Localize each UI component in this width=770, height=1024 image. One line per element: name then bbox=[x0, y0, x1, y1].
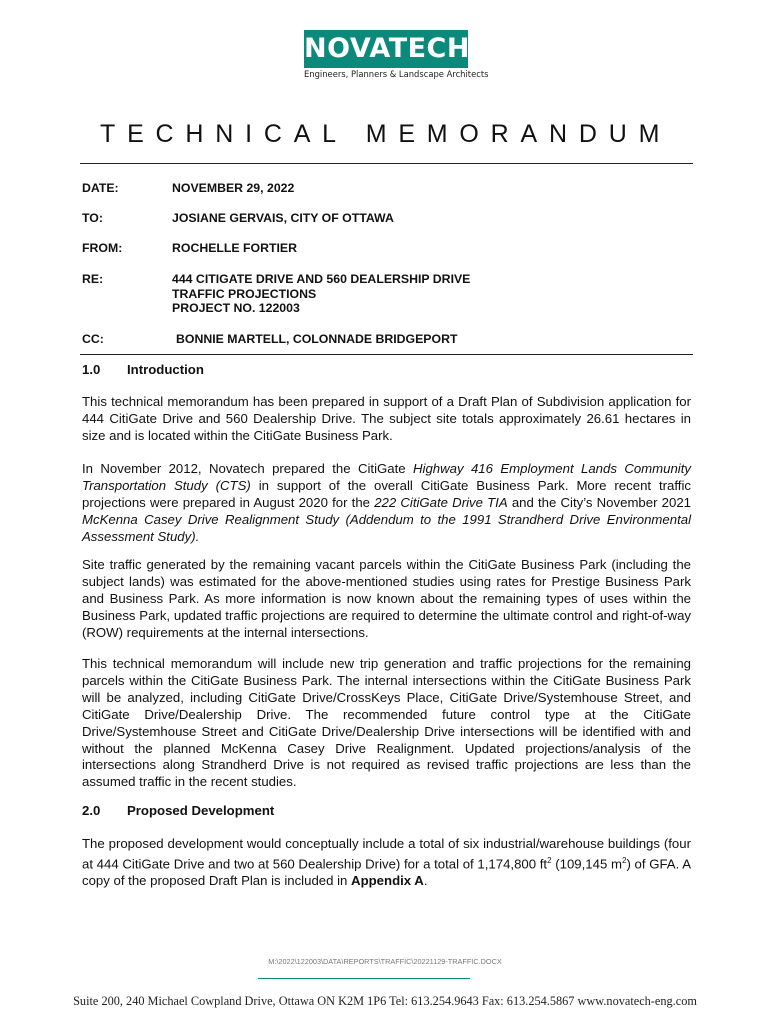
paragraph-3: Site traffic generated by the remaining vacant parcels within the CitiGate Business Park (including the subject lands) was estimated for the above-mentioned studies using rates for Prestige Business Park and Business Park. As more information is now known about the remaining types of uses within the Business Park, updated traffic projections are required to determine the ultimate control and right-of-way (ROW) requirements at the internal intersections. bbox=[82, 557, 691, 640]
re-label: RE: bbox=[82, 272, 104, 286]
file-path: M:\2022\122003\DATA\REPORTS\TRAFFIC\20221129-TRAFFIC.DOCX bbox=[268, 957, 502, 966]
paragraph-5 bbox=[82, 836, 691, 890]
p2-italic-cts: Highway 416 Employment Lands Community Transportation Study (CTS) bbox=[82, 461, 691, 493]
section-title: Introduction bbox=[127, 362, 204, 377]
p2-italic-study: McKenna Casey Drive Realignment Study (Addendum to the 1991 Strandherd Drive Environmental Assessment Study). bbox=[82, 511, 691, 544]
from-label: FROM: bbox=[82, 241, 123, 255]
paragraph-1: This technical memorandum has been prepared in support of a Draft Plan of Subdivision application for 444 CitiGate Drive and 560 Dealership Drive. The subject site totals approximately 26.61 hectares in size and is located within the CitiGate Business Park. bbox=[82, 394, 691, 443]
p5-text-d: . bbox=[423, 873, 428, 889]
document-title: TECHNICAL MEMORANDUM bbox=[100, 120, 672, 148]
logo-tagline: Engineers, Planners & Landscape Architects bbox=[304, 69, 489, 79]
section-number: 2.0 bbox=[82, 803, 101, 818]
from-value: ROCHELLE FORTIER bbox=[172, 241, 298, 255]
p2-text-c: in support of the overall CitiGate Business Park. More recent traffic projections were prepared in August 2020 for the bbox=[82, 477, 691, 510]
p5-superscript: 2 bbox=[621, 855, 627, 865]
footer-address: Suite 200, 240 Michael Cowpland Drive, Ottawa ON K2M 1P6 Tel: 613.254.9643 Fax: 613.254.5867 www.novatech-eng.com bbox=[73, 994, 697, 1008]
date-value: NOVEMBER 29, 2022 bbox=[172, 181, 295, 195]
p5-text-a: The proposed development would conceptually include a total of six industrial/warehouse buildings (four at 444 CitiGate Drive and two at 560 Dealership Drive) for a total of 1,174,800 ft bbox=[82, 836, 691, 872]
p2-text-a: In November 2012, Novatech prepared the CitiGate bbox=[82, 461, 413, 476]
re-line-3: PROJECT NO. 122003 bbox=[172, 301, 300, 315]
p5-text-c: ) of GFA. A copy of the proposed Draft Plan is included in bbox=[82, 856, 692, 889]
re-line-1: 444 CITIGATE DRIVE AND 560 DEALERSHIP DRIVE bbox=[172, 272, 471, 286]
cc-value: BONNIE MARTELL, COLONNADE BRIDGEPORT bbox=[176, 332, 458, 346]
re-value bbox=[172, 272, 692, 316]
to-label: TO: bbox=[82, 211, 103, 225]
re-line-2: TRAFFIC PROJECTIONS bbox=[172, 286, 317, 301]
title-divider bbox=[80, 163, 693, 164]
logo-wordmark: NOVATECH bbox=[304, 30, 468, 68]
section-number: 1.0 bbox=[82, 362, 101, 377]
appendix-reference: Appendix A bbox=[351, 873, 424, 889]
paragraph-2 bbox=[82, 461, 691, 546]
footer-divider bbox=[258, 978, 470, 979]
p5-text-b: (109,145 m bbox=[551, 856, 622, 872]
paragraph-4: This technical memorandum will include new trip generation and traffic projections for the remaining parcels within the CitiGate Business Park. The internal intersections within the CitiGate Business Park will be analyzed, including CitiGate Drive/CrossKeys Place, CitiGate Drive/Systemhouse Street, and CitiGate Drive/Dealership Drive. The recommended future control type at the CitiGate Drive/Systemhouse Street and CitiGate Drive/Dealership Drive intersections will be identified with and without the planned McKenna Casey Drive Realignment. Updated projections/analysis of the intersections along Strandherd Drive is not required as revised traffic projections are less than the assumed traffic in the recent studies. bbox=[82, 656, 691, 790]
section-title: Proposed Development bbox=[127, 803, 275, 818]
p2-text-e: and the City’s November 2021 bbox=[507, 494, 692, 510]
header-divider bbox=[80, 354, 693, 355]
p2-italic-tia: 222 CitiGate Drive TIA bbox=[374, 494, 508, 510]
date-label: DATE: bbox=[82, 181, 119, 195]
to-value: JOSIANE GERVAIS, CITY OF OTTAWA bbox=[172, 211, 394, 225]
cc-label: CC: bbox=[82, 332, 104, 346]
p5-superscript: 2 bbox=[547, 855, 552, 865]
company-logo bbox=[304, 30, 489, 79]
